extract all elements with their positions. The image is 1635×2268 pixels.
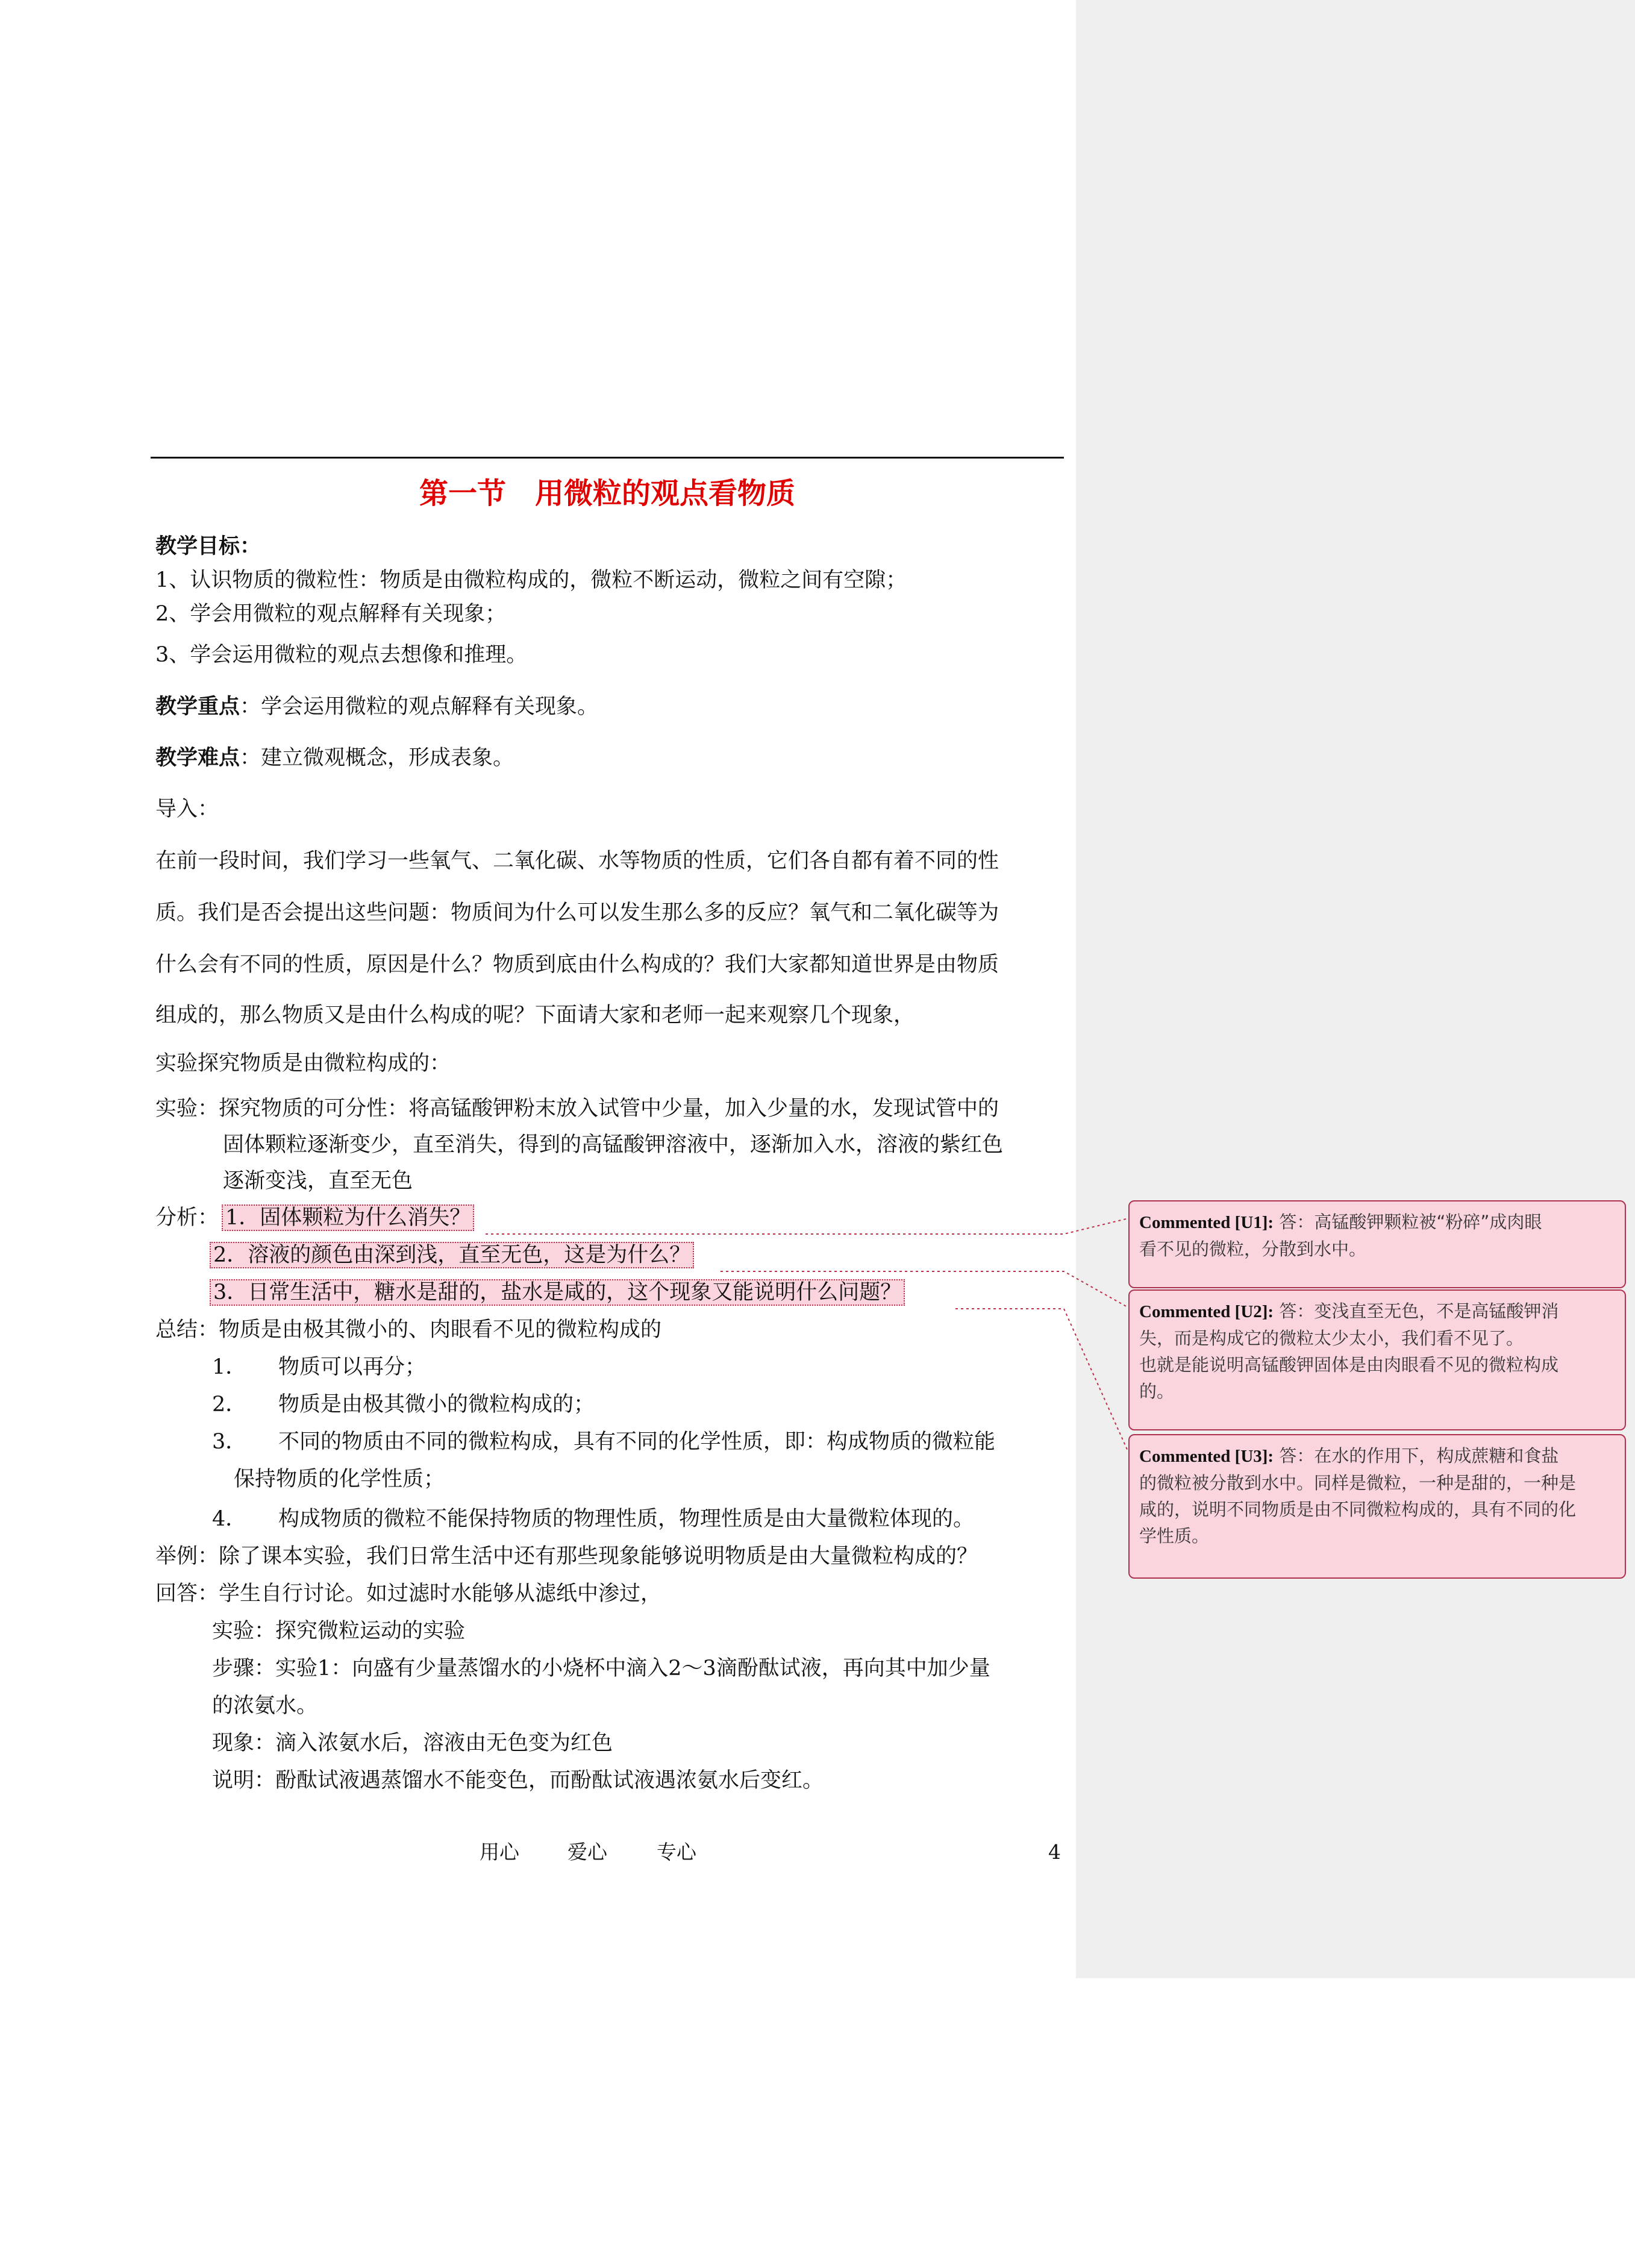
footer-left: 用心 [480, 1840, 519, 1864]
comment-u2[interactable] [1128, 1289, 1626, 1430]
summary-item: 2． 物质是由极其微小的微粒构成的； [212, 1392, 595, 1417]
comment-u3[interactable] [1128, 1434, 1626, 1579]
comment-text: 学性质。 [1139, 1526, 1210, 1546]
summary-item: 1． 物质可以再分； [212, 1355, 427, 1379]
footer-middle: 爱心 [567, 1840, 607, 1864]
intro-line: 质。我们是否会提出这些问题：物质间为什么可以发生那么多的反应？氧气和二氧化碳等为 [155, 901, 999, 925]
key-point-text: ：学会运用微粒的观点解释有关现象。 [240, 695, 599, 719]
comment-u1[interactable] [1128, 1200, 1626, 1288]
comment-text: 看不见的微粒，分散到水中。 [1139, 1239, 1367, 1259]
experiment2-phenomenon: 现象：滴入浓氨水后，溶液由无色变为红色 [212, 1731, 613, 1755]
experiment-line: 实验：探究物质的可分性：将高锰酸钾粉末放入试管中少量，加入少量的水，发现试管中的 [155, 1097, 999, 1121]
experiment-title: 实验探究物质是由微粒构成的： [155, 1051, 451, 1076]
experiment-line: 逐渐变浅，直至无色 [223, 1169, 413, 1193]
summary-item: 4． 构成物质的微粒不能保持物质的物理性质，物理性质是由大量微粒体现的。 [212, 1507, 975, 1531]
summary-heading: 总结：物质是由极其微小的、肉眼看不见的微粒构成的 [155, 1318, 662, 1342]
comment-text: 答：在水的作用下，构成蔗糖和食盐 [1279, 1446, 1559, 1466]
experiment2-step: 的浓氨水。 [212, 1694, 318, 1718]
experiment2-title: 实验：探究微粒运动的实验 [212, 1619, 466, 1643]
example-line: 举例：除了课本实验，我们日常生活中还有那些现象能够说明物质是由大量微粒构成的？ [155, 1544, 978, 1568]
comment-text: 答：高锰酸钾颗粒被“粉碎”成肉眼 [1279, 1212, 1542, 1232]
objective-item: 3、学会运用微粒的观点去想像和推理。 [155, 643, 528, 667]
objective-item: 2、学会用微粒的观点解释有关现象； [155, 602, 507, 626]
difficulty-label: 教学难点 [155, 745, 240, 770]
intro-line: 什么会有不同的性质，原因是什么？物质到底由什么构成的？我们大家都知道世界是由物质 [155, 953, 999, 977]
comment-text: 的。 [1139, 1381, 1175, 1402]
comment-label: Commented [U1]: [1139, 1213, 1274, 1232]
intro-heading: 导入： [155, 797, 219, 821]
experiment2-step: 步骤：实验1：向盛有少量蒸馏水的小烧杯中滴入2～3滴酚酞试液，再向其中加少量 [212, 1656, 990, 1681]
comment-text: 也就是能说明高锰酸钾固体是由肉眼看不见的微粒构成 [1139, 1355, 1559, 1375]
intro-line: 组成的，那么物质又是由什么构成的呢？下面请大家和老师一起来观察几个现象， [155, 1003, 915, 1027]
objective-item: 1、认识物质的微粒性：物质是由微粒构成的，微粒不断运动，微粒之间有空隙； [155, 568, 907, 592]
experiment2-explanation: 说明：酚酞试液遇蒸馏水不能变色，而酚酞试液遇浓氨水后变红。 [212, 1768, 824, 1793]
summary-item-cont: 保持物质的化学性质； [234, 1467, 445, 1491]
comment-anchor-u2[interactable]: 2．溶液的颜色由深到浅，直至无色，这是为什么？ [210, 1242, 694, 1268]
comment-label: Commented [U3]: [1139, 1447, 1274, 1466]
summary-item: 3． 不同的物质由不同的微粒构成，具有不同的化学性质，即：构成物质的微粒能 [212, 1430, 996, 1454]
answer-line: 回答：学生自行讨论。如过滤时水能够从滤纸中渗过， [155, 1582, 662, 1606]
experiment-line: 固体颗粒逐渐变少，直至消失，得到的高锰酸钾溶液中，逐渐加入水，溶液的紫红色 [223, 1133, 1004, 1157]
comment-text: 失，而是构成它的微粒太少太小，我们看不见了。 [1139, 1328, 1524, 1349]
comment-text: 咸的，说明不同物质是由不同微粒构成的，具有不同的化 [1139, 1499, 1577, 1520]
key-point-label: 教学重点 [155, 694, 240, 719]
comment-text: 的微粒被分散到水中。同样是微粒，一种是甜的，一种是 [1139, 1473, 1577, 1493]
comment-text: 答：变浅直至无色，不是高锰酸钾消 [1279, 1301, 1559, 1321]
comment-anchor-u3[interactable]: 3．日常生活中，糖水是甜的，盐水是咸的，这个现象又能说明什么问题？ [210, 1279, 905, 1306]
difficulty-text: ：建立微观概念，形成表象。 [240, 746, 514, 770]
page-number: 4 [1048, 1840, 1061, 1864]
page-title: 第一节 用微粒的观点看物质 [419, 477, 795, 510]
footer-right: 专心 [657, 1840, 696, 1864]
objectives-heading: 教学目标： [155, 534, 261, 559]
comment-label: Commented [U2]: [1139, 1302, 1274, 1321]
analysis-label: 分析： [155, 1206, 219, 1230]
comment-anchor-u1[interactable]: 1．固体颗粒为什么消失？ [222, 1204, 474, 1231]
intro-line: 在前一段时间，我们学习一些氧气、二氧化碳、水等物质的性质，它们各自都有着不同的性 [155, 849, 999, 873]
